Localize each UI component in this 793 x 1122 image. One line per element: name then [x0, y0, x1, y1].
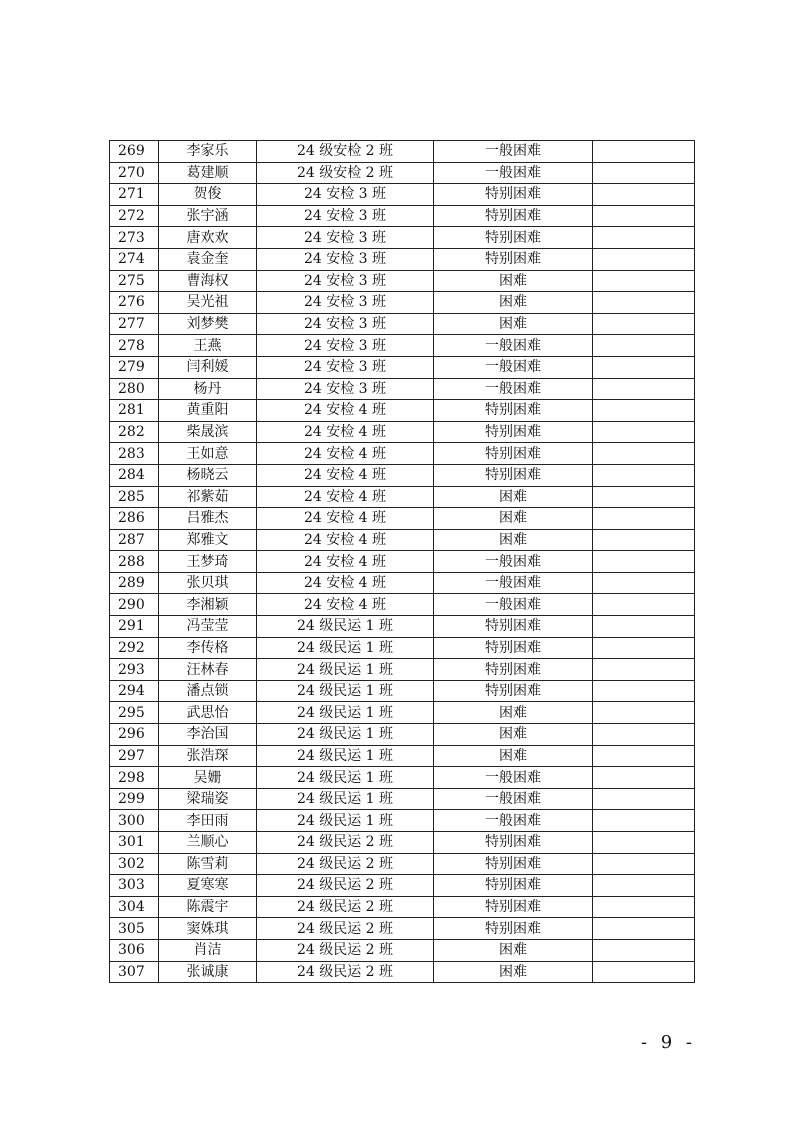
note-cell: [593, 572, 695, 594]
difficulty-level-cell: 一般困难: [434, 551, 593, 573]
student-name-cell: 王如意: [159, 443, 257, 465]
note-cell: [593, 680, 695, 702]
difficulty-level-cell: 困难: [434, 724, 593, 746]
difficulty-level-cell: 一般困难: [434, 594, 593, 616]
note-cell: [593, 335, 695, 357]
table-row: [110, 508, 695, 530]
table-row: [110, 745, 695, 767]
table-row: [110, 832, 695, 854]
student-name-cell: 王燕: [159, 335, 257, 357]
student-name-cell: 汪林春: [159, 659, 257, 681]
row-number-cell: 282: [110, 421, 159, 443]
note-cell: [593, 227, 695, 249]
class-name-cell: 24 安检 3 班: [257, 313, 434, 335]
difficulty-level-cell: 困难: [434, 486, 593, 508]
table-row: [110, 400, 695, 422]
note-cell: [593, 292, 695, 314]
note-cell: [593, 551, 695, 573]
difficulty-level-cell: 特别困难: [434, 659, 593, 681]
table-row: [110, 464, 695, 486]
note-cell: [593, 162, 695, 184]
difficulty-level-cell: 一般困难: [434, 572, 593, 594]
student-name-cell: 贺俊: [159, 184, 257, 206]
class-name-cell: 24 级民运 1 班: [257, 810, 434, 832]
row-number-cell: 296: [110, 724, 159, 746]
table-row: [110, 356, 695, 378]
table-row: [110, 572, 695, 594]
row-number-cell: 307: [110, 961, 159, 983]
class-name-cell: 24 安检 4 班: [257, 594, 434, 616]
note-cell: [593, 702, 695, 724]
difficulty-level-cell: 特别困难: [434, 616, 593, 638]
row-number-cell: 290: [110, 594, 159, 616]
difficulty-level-cell: 一般困难: [434, 356, 593, 378]
class-name-cell: 24 级民运 1 班: [257, 637, 434, 659]
note-cell: [593, 788, 695, 810]
table-row: [110, 248, 695, 270]
student-name-cell: 吕雅杰: [159, 508, 257, 530]
row-number-cell: 293: [110, 659, 159, 681]
student-name-cell: 张宇涵: [159, 205, 257, 227]
class-name-cell: 24 安检 4 班: [257, 486, 434, 508]
student-name-cell: 柴晟滨: [159, 421, 257, 443]
note-cell: [593, 270, 695, 292]
class-name-cell: 24 安检 3 班: [257, 270, 434, 292]
table-row: [110, 961, 695, 983]
student-name-cell: 曹海权: [159, 270, 257, 292]
difficulty-level-cell: 一般困难: [434, 335, 593, 357]
row-number-cell: 295: [110, 702, 159, 724]
note-cell: [593, 659, 695, 681]
table-row: [110, 702, 695, 724]
table-row: [110, 616, 695, 638]
class-name-cell: 24 级民运 2 班: [257, 896, 434, 918]
difficulty-level-cell: 一般困难: [434, 767, 593, 789]
note-cell: [593, 594, 695, 616]
class-name-cell: 24 级民运 1 班: [257, 767, 434, 789]
row-number-cell: 298: [110, 767, 159, 789]
note-cell: [593, 896, 695, 918]
table-row: [110, 141, 695, 163]
class-name-cell: 24 安检 3 班: [257, 356, 434, 378]
difficulty-level-cell: 一般困难: [434, 162, 593, 184]
class-name-cell: 24 安检 4 班: [257, 443, 434, 465]
note-cell: [593, 205, 695, 227]
note-cell: [593, 832, 695, 854]
row-number-cell: 271: [110, 184, 159, 206]
row-number-cell: 279: [110, 356, 159, 378]
note-cell: [593, 616, 695, 638]
table-row: [110, 939, 695, 961]
student-name-cell: 李传格: [159, 637, 257, 659]
class-name-cell: 24 安检 4 班: [257, 529, 434, 551]
student-name-cell: 张贝琪: [159, 572, 257, 594]
note-cell: [593, 853, 695, 875]
note-cell: [593, 400, 695, 422]
student-name-cell: 肖洁: [159, 939, 257, 961]
note-cell: [593, 767, 695, 789]
class-name-cell: 24 级民运 1 班: [257, 702, 434, 724]
row-number-cell: 289: [110, 572, 159, 594]
row-number-cell: 277: [110, 313, 159, 335]
row-number-cell: 280: [110, 378, 159, 400]
row-number-cell: 288: [110, 551, 159, 573]
student-name-cell: 王梦琦: [159, 551, 257, 573]
class-name-cell: 24 安检 3 班: [257, 227, 434, 249]
class-name-cell: 24 级民运 2 班: [257, 918, 434, 940]
class-name-cell: 24 级安检 2 班: [257, 162, 434, 184]
row-number-cell: 286: [110, 508, 159, 530]
table-row: [110, 637, 695, 659]
row-number-cell: 283: [110, 443, 159, 465]
difficulty-level-cell: 困难: [434, 745, 593, 767]
student-name-cell: 葛建顺: [159, 162, 257, 184]
student-name-cell: 杨丹: [159, 378, 257, 400]
note-cell: [593, 745, 695, 767]
table-row: [110, 162, 695, 184]
row-number-cell: 278: [110, 335, 159, 357]
class-name-cell: 24 级民运 2 班: [257, 961, 434, 983]
table-row: [110, 292, 695, 314]
class-name-cell: 24 安检 4 班: [257, 400, 434, 422]
table-row: [110, 680, 695, 702]
row-number-cell: 281: [110, 400, 159, 422]
class-name-cell: 24 安检 3 班: [257, 292, 434, 314]
difficulty-level-cell: 困难: [434, 702, 593, 724]
student-aid-table: [109, 140, 695, 983]
row-number-cell: 292: [110, 637, 159, 659]
table-row: [110, 896, 695, 918]
class-name-cell: 24 安检 3 班: [257, 248, 434, 270]
row-number-cell: 304: [110, 896, 159, 918]
row-number-cell: 287: [110, 529, 159, 551]
difficulty-level-cell: 一般困难: [434, 141, 593, 163]
student-name-cell: 兰顺心: [159, 832, 257, 854]
note-cell: [593, 810, 695, 832]
class-name-cell: 24 安检 3 班: [257, 184, 434, 206]
difficulty-level-cell: 特别困难: [434, 248, 593, 270]
student-name-cell: 黄重阳: [159, 400, 257, 422]
note-cell: [593, 875, 695, 897]
difficulty-level-cell: 特别困难: [434, 227, 593, 249]
difficulty-level-cell: 特别困难: [434, 184, 593, 206]
row-number-cell: 305: [110, 918, 159, 940]
note-cell: [593, 141, 695, 163]
note-cell: [593, 421, 695, 443]
student-name-cell: 梁瑞姿: [159, 788, 257, 810]
difficulty-level-cell: 困难: [434, 529, 593, 551]
table-row: [110, 184, 695, 206]
difficulty-level-cell: 特别困难: [434, 464, 593, 486]
table-row: [110, 313, 695, 335]
difficulty-level-cell: 特别困难: [434, 205, 593, 227]
student-name-cell: 陈雪莉: [159, 853, 257, 875]
class-name-cell: 24 安检 4 班: [257, 551, 434, 573]
table-row: [110, 551, 695, 573]
class-name-cell: 24 级民运 1 班: [257, 659, 434, 681]
table-row: [110, 529, 695, 551]
difficulty-level-cell: 特别困难: [434, 680, 593, 702]
note-cell: [593, 248, 695, 270]
row-number-cell: 294: [110, 680, 159, 702]
row-number-cell: 300: [110, 810, 159, 832]
class-name-cell: 24 级民运 1 班: [257, 788, 434, 810]
note-cell: [593, 313, 695, 335]
student-name-cell: 张诚康: [159, 961, 257, 983]
table-row: [110, 594, 695, 616]
note-cell: [593, 443, 695, 465]
note-cell: [593, 918, 695, 940]
note-cell: [593, 356, 695, 378]
note-cell: [593, 464, 695, 486]
note-cell: [593, 961, 695, 983]
difficulty-level-cell: 特别困难: [434, 637, 593, 659]
class-name-cell: 24 安检 4 班: [257, 421, 434, 443]
student-name-cell: 李湘颖: [159, 594, 257, 616]
difficulty-level-cell: 困难: [434, 270, 593, 292]
class-name-cell: 24 安检 4 班: [257, 572, 434, 594]
class-name-cell: 24 级民运 2 班: [257, 875, 434, 897]
row-number-cell: 284: [110, 464, 159, 486]
class-name-cell: 24 安检 4 班: [257, 464, 434, 486]
table-row: [110, 724, 695, 746]
table-row: [110, 421, 695, 443]
student-name-cell: 李家乐: [159, 141, 257, 163]
row-number-cell: 276: [110, 292, 159, 314]
difficulty-level-cell: 一般困难: [434, 378, 593, 400]
difficulty-level-cell: 特别困难: [434, 832, 593, 854]
student-name-cell: 李田雨: [159, 810, 257, 832]
table-row: [110, 918, 695, 940]
row-number-cell: 270: [110, 162, 159, 184]
table-row: [110, 443, 695, 465]
note-cell: [593, 508, 695, 530]
student-name-cell: 张浩琛: [159, 745, 257, 767]
student-name-cell: 潘点锁: [159, 680, 257, 702]
difficulty-level-cell: 困难: [434, 508, 593, 530]
difficulty-level-cell: 困难: [434, 939, 593, 961]
note-cell: [593, 184, 695, 206]
table-row: [110, 853, 695, 875]
student-name-cell: 刘梦樊: [159, 313, 257, 335]
class-name-cell: 24 安检 3 班: [257, 378, 434, 400]
student-name-cell: 闫利媛: [159, 356, 257, 378]
row-number-cell: 291: [110, 616, 159, 638]
row-number-cell: 297: [110, 745, 159, 767]
difficulty-level-cell: 困难: [434, 313, 593, 335]
row-number-cell: 273: [110, 227, 159, 249]
note-cell: [593, 939, 695, 961]
note-cell: [593, 637, 695, 659]
table-row: [110, 205, 695, 227]
note-cell: [593, 724, 695, 746]
row-number-cell: 285: [110, 486, 159, 508]
student-name-cell: 杨晓云: [159, 464, 257, 486]
class-name-cell: 24 级民运 1 班: [257, 745, 434, 767]
table-row: [110, 335, 695, 357]
student-name-cell: 窦姝琪: [159, 918, 257, 940]
row-number-cell: 302: [110, 853, 159, 875]
table-row: [110, 767, 695, 789]
row-number-cell: 274: [110, 248, 159, 270]
table-row: [110, 486, 695, 508]
student-name-cell: 郑雅文: [159, 529, 257, 551]
class-name-cell: 24 级民运 1 班: [257, 680, 434, 702]
difficulty-level-cell: 困难: [434, 292, 593, 314]
row-number-cell: 272: [110, 205, 159, 227]
class-name-cell: 24 级民运 2 班: [257, 939, 434, 961]
row-number-cell: 269: [110, 141, 159, 163]
student-name-cell: 吴光祖: [159, 292, 257, 314]
difficulty-level-cell: 特别困难: [434, 443, 593, 465]
table-row: [110, 227, 695, 249]
row-number-cell: 299: [110, 788, 159, 810]
difficulty-level-cell: 一般困难: [434, 788, 593, 810]
class-name-cell: 24 级民运 2 班: [257, 832, 434, 854]
table-row: [110, 788, 695, 810]
table-row: [110, 270, 695, 292]
student-name-cell: 吴姗: [159, 767, 257, 789]
student-name-cell: 祁紫茹: [159, 486, 257, 508]
note-cell: [593, 378, 695, 400]
table-row: [110, 659, 695, 681]
row-number-cell: 303: [110, 875, 159, 897]
difficulty-level-cell: 特别困难: [434, 896, 593, 918]
student-name-cell: 武思怡: [159, 702, 257, 724]
class-name-cell: 24 级安检 2 班: [257, 141, 434, 163]
row-number-cell: 306: [110, 939, 159, 961]
class-name-cell: 24 级民运 1 班: [257, 724, 434, 746]
row-number-cell: 275: [110, 270, 159, 292]
class-name-cell: 24 安检 3 班: [257, 205, 434, 227]
table-row: [110, 810, 695, 832]
class-name-cell: 24 安检 3 班: [257, 335, 434, 357]
difficulty-level-cell: 特别困难: [434, 421, 593, 443]
note-cell: [593, 486, 695, 508]
table-row: [110, 378, 695, 400]
difficulty-level-cell: 特别困难: [434, 918, 593, 940]
class-name-cell: 24 级民运 2 班: [257, 853, 434, 875]
student-name-cell: 唐欢欢: [159, 227, 257, 249]
class-name-cell: 24 级民运 1 班: [257, 616, 434, 638]
difficulty-level-cell: 特别困难: [434, 853, 593, 875]
difficulty-level-cell: 特别困难: [434, 400, 593, 422]
difficulty-level-cell: 一般困难: [434, 810, 593, 832]
page-number: - 9 -: [640, 1032, 696, 1053]
difficulty-level-cell: 特别困难: [434, 875, 593, 897]
table-row: [110, 875, 695, 897]
student-name-cell: 陈震宇: [159, 896, 257, 918]
student-name-cell: 李治国: [159, 724, 257, 746]
difficulty-level-cell: 困难: [434, 961, 593, 983]
table-body: [110, 141, 695, 983]
class-name-cell: 24 安检 4 班: [257, 508, 434, 530]
row-number-cell: 301: [110, 832, 159, 854]
student-name-cell: 夏寒寒: [159, 875, 257, 897]
note-cell: [593, 529, 695, 551]
student-name-cell: 袁金奎: [159, 248, 257, 270]
student-name-cell: 冯莹莹: [159, 616, 257, 638]
